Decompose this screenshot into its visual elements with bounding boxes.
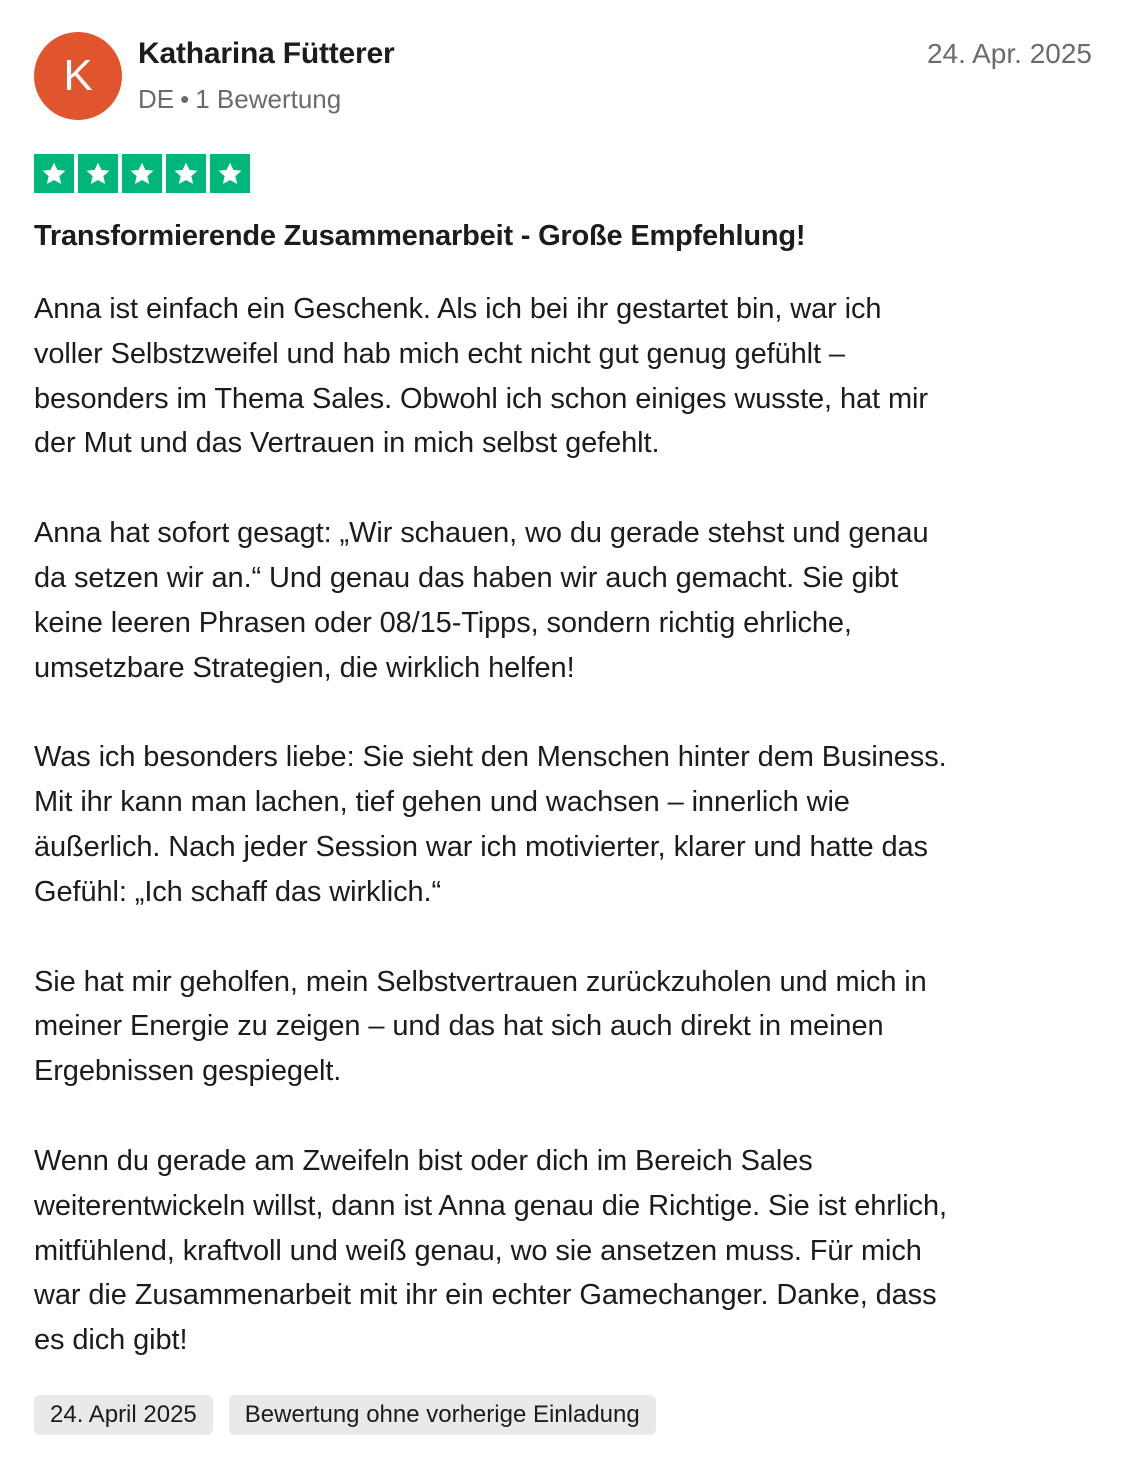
invitation-tag[interactable]: Bewertung ohne vorherige Einladung (229, 1395, 656, 1435)
review-date: 24. Apr. 2025 (926, 38, 1092, 69)
review-paragraph: Sie hat mir geholfen, mein Selbstvertrauen zurückzuholen und mich in meiner Energie zu zeigen – und das hat sich auch direkt in meinen Ergebnissen gespiegelt. (34, 965, 927, 1088)
review-paragraph: Was ich besonders liebe: Sie sieht den Menschen hinter dem Business. Mit ihr kann man lachen, tief gehen und wachsen – innerlich wie äußerlich. Nach jeder Session war ich motivierter, klarer und hatte das Gefühl: „Ich schaff das wirklich.“ (34, 741, 947, 908)
experience-date-tag: 24. April 2025 (34, 1395, 213, 1435)
reviewer-review-count: 1 Bewertung (195, 84, 342, 114)
review-paragraph: Anna ist einfach ein Geschenk. Als ich bei ihr gestartet bin, war ich voller Selbstzweifel und hab mich echt nicht gut genug gefühlt – besonders im Thema Sales. Obwohl ich schon einiges wusste, hat mir der Mut und das Vertrauen in mich selbst gefehlt. (34, 293, 928, 460)
review-title[interactable]: Transformierende Zusammenarbeit - Große Empfehlung! (34, 220, 806, 252)
avatar[interactable]: K (34, 32, 122, 120)
star-icon (78, 154, 118, 193)
review-paragraph: Anna hat sofort gesagt: „Wir schauen, wo du gerade stehst und genau da setzen wir an.“ Und genau das haben wir auch gemacht. Sie gibt keine leeren Phrasen oder 08/15-Tipps, sondern richtig ehrliche, umsetzbare Strategien, die wirklich helfen! (34, 517, 929, 684)
reviewer-name[interactable]: Katharina Fütterer (138, 37, 395, 70)
star-icon (122, 154, 162, 193)
reviewer-country: DE (138, 84, 175, 114)
star-icon (166, 154, 206, 193)
meta-separator: • (180, 84, 190, 114)
review-header (34, 32, 1092, 122)
review-tags (34, 1395, 656, 1435)
reviewer-meta (138, 82, 394, 116)
star-icon (210, 154, 250, 193)
star-icon (34, 154, 74, 193)
reviewer-info (138, 34, 394, 116)
review-body (34, 287, 1092, 1408)
star-rating (34, 154, 250, 193)
review-paragraph: Wenn du gerade am Zweifeln bist oder dich im Bereich Sales weiterentwickeln willst, dann ist Anna genau die Richtige. Sie ist ehrlich, mitfühlend, kraftvoll und weiß genau, wo sie ansetzen muss. Für mich war die Zusammenarbeit mit ihr ein echter Gamechanger. Danke, dass es dich gibt! (34, 1144, 947, 1357)
